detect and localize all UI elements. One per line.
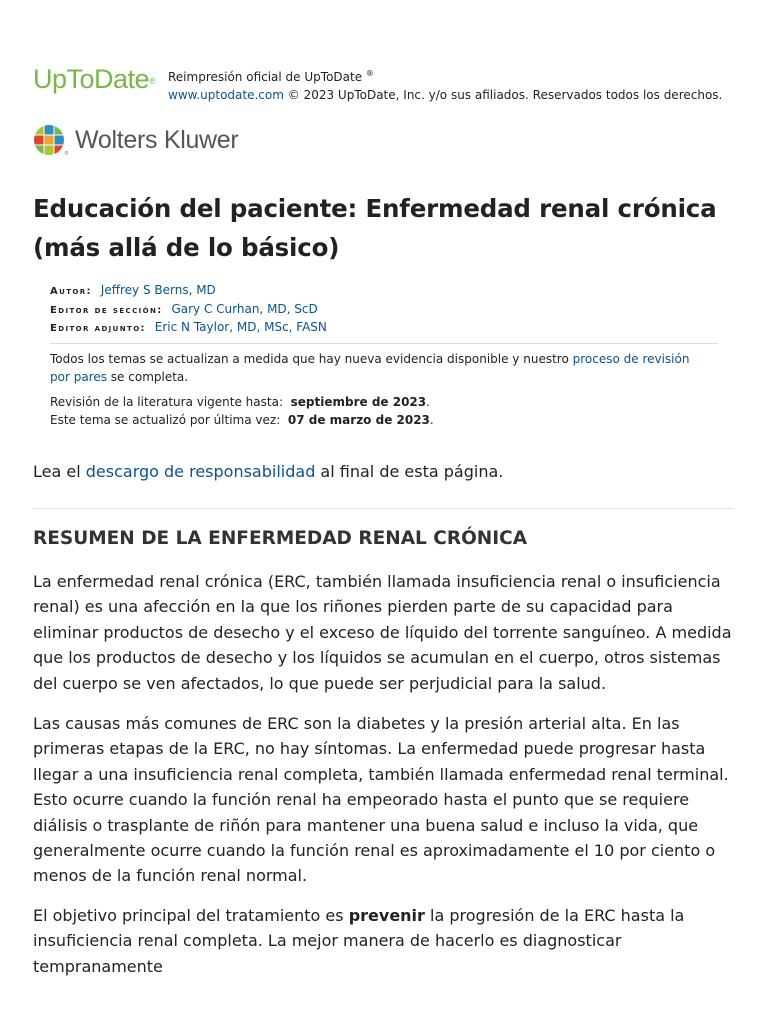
svg-text:®: ® [64, 151, 69, 157]
credit-label: Editor adjunto: [50, 323, 146, 334]
credit-label: Autor: [50, 286, 92, 297]
credit-label: Editor de sección: [50, 304, 163, 316]
disclaimer-link[interactable]: descargo de responsabilidad [85, 462, 316, 481]
website-link[interactable]: www.uptodate.com [168, 88, 284, 102]
emphasis: prevenir [348, 906, 425, 925]
wolters-kluwer-globe-icon [33, 123, 69, 157]
section-heading: RESUMEN DE LA ENFERMEDAD RENAL CRÓNICA [33, 528, 528, 549]
credit-author [50, 282, 327, 301]
paragraph: Las causas más comunes de ERC son la diabetes y la presión arterial alta. En las primeras etapas de la ERC, no hay síntomas. La enfermedad puede progresar hasta llegar a una insuficiencia renal completa, también llamada enfermedad renal terminal. Esto ocurre cuando la función renal ha empeorado hasta el punto que se requiere diálisis o trasplante de riñón para mantener una buena salud e incluso la vida, que generalmente ocurre cuando la función renal es aproximadamente el 10 por ciento o menos de la función renal normal. [33, 714, 729, 886]
paragraph: El objetivo principal del tratamiento es prevenir la progresión de la ERC hasta la insuficiencia renal completa. La mejor manera de hacerlo es diagnosticar tempranamente [33, 906, 685, 976]
author-link[interactable]: Jeffrey S Berns, MD [100, 283, 216, 297]
disclaimer-notice: Lea el descargo de responsabilidad al final de esta página. [33, 462, 504, 481]
wolters-kluwer-name: Wolters Kluwer [75, 126, 239, 154]
review-dates [50, 394, 434, 429]
literature-review-date: Revisión de la literatura vigente hasta: septiembre de 2023. [50, 395, 430, 409]
last-updated-date: Este tema se actualizó por última vez: 07 de marzo de 2023. [50, 412, 434, 427]
page-title: Educación del paciente: Enfermedad renal crónica (más allá de lo básico) [33, 194, 717, 262]
author-credits [50, 282, 327, 338]
section-editor-link[interactable]: Gary C Curhan, MD, ScD [171, 301, 318, 316]
credit-section-editor [50, 301, 327, 320]
peer-review-link[interactable]: proceso de revisión por pares [50, 352, 690, 384]
review-note: Todos los temas se actualizan a medida que hay nueva evidencia disponible y nuestro proceso de revisión por pares se completa. [50, 352, 690, 384]
credit-deputy-editor [50, 319, 327, 338]
reprint-notice: Reimpresión oficial de UpToDate ® www.uptodate.com © 2023 UpToDate, Inc. y/o sus afiliados. Reservados todos los derechos. [168, 69, 723, 102]
deputy-editor-link[interactable]: Eric N Taylor, MD, MSc, FASN [154, 320, 327, 334]
section-divider [33, 508, 734, 509]
uptodate-logo: UpToDate® [33, 64, 156, 94]
paragraph: La enfermedad renal crónica (ERC, también llamada insuficiencia renal o insuficiencia renal) es una afección en la que los riñones pierden parte de su capacidad para eliminar productos de desecho y el exceso de líquido del torrente sanguíneo. A medida que los productos de desecho y los líquidos se acumulan en el cuerpo, otros sistemas del cuerpo se ven afectados, lo que puede ser perjudicial para la salud. [33, 572, 732, 693]
wolters-kluwer-logo [33, 123, 293, 157]
divider [50, 343, 718, 344]
copyright-text: © 2023 UpToDate, Inc. y/o sus afiliados. Reservados todos los derechos. [287, 88, 723, 102]
reprint-title: Reimpresión oficial de UpToDate [168, 70, 363, 84]
